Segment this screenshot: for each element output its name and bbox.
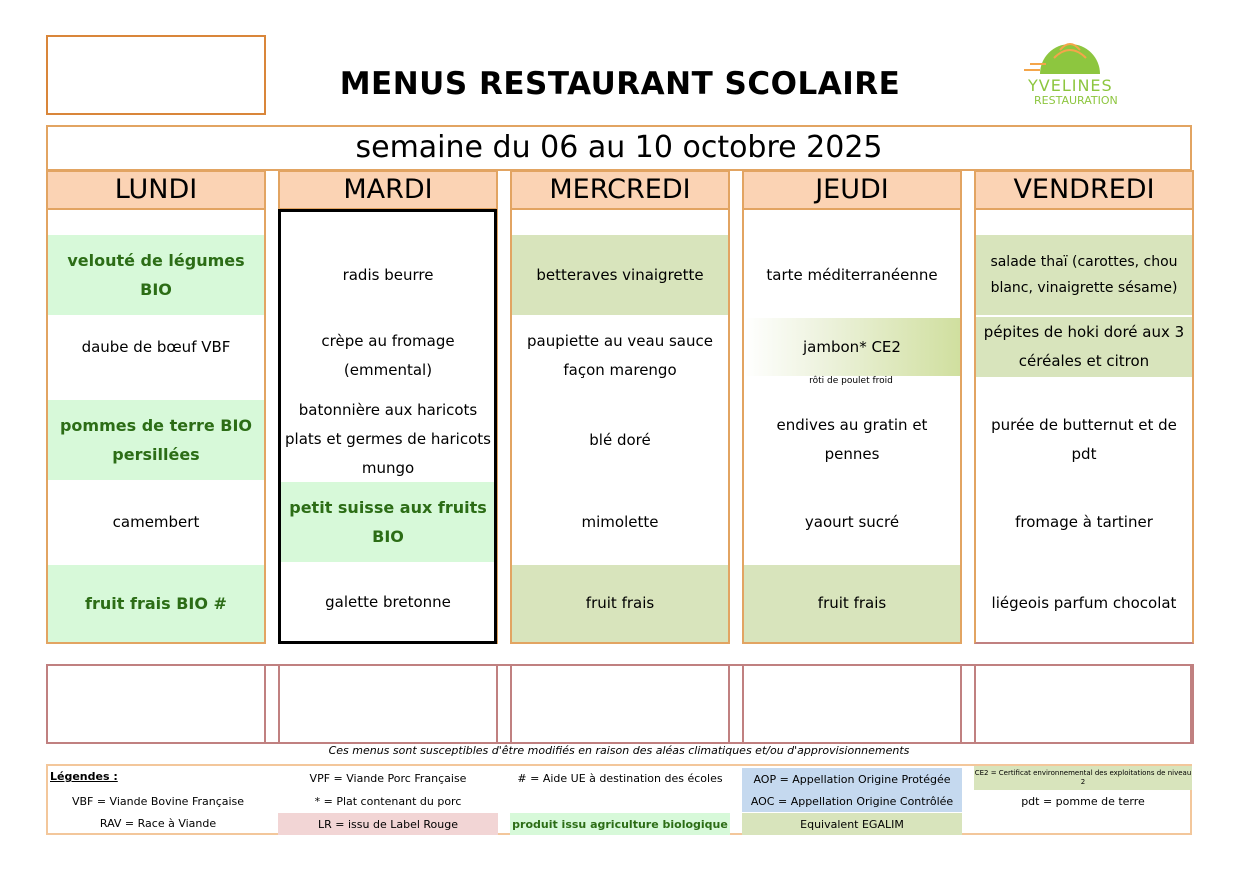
- menu-item-mercredi: mimolette: [581, 513, 659, 531]
- bottom-section-frame: [46, 664, 1192, 744]
- legend-pdt: pdt = pomme de terre: [1021, 794, 1145, 808]
- top-left-box: [46, 35, 266, 115]
- jeudi-alternative-note: rôti de poulet froid: [809, 376, 893, 386]
- menu-item-vendredi: salade thaï (carottes, chou blanc, vinaigrette sésame): [976, 235, 1192, 315]
- menu-item-mardi: petit suisse aux fruits BIO: [280, 482, 496, 562]
- yvelines-restauration-logo: [1010, 28, 1140, 113]
- disclaimer-note: Ces menus sont susceptibles d'être modifiés en raison des aléas climatiques et/ou d'approvisionnements: [328, 744, 910, 757]
- legend-title: Légendes :: [50, 770, 118, 783]
- week-banner: semaine du 06 au 10 octobre 2025: [46, 125, 1192, 171]
- legend-rav: RAV = Race à Viande: [99, 816, 217, 830]
- menu-item-lundi: daube de bœuf VBF: [81, 337, 231, 356]
- legend-panel: [46, 764, 1192, 835]
- menu-item-lundi: velouté de légumes BIO: [48, 235, 264, 315]
- legend-aoc: AOC = Appellation Origine Contrôlée: [742, 790, 962, 812]
- day-header-vendredi: VENDREDI: [974, 170, 1194, 210]
- legend-egalim: Equivalent EGALIM: [742, 813, 962, 835]
- menu-item-vendredi: pépites de hoki doré aux 3 céréales et citron: [976, 317, 1192, 377]
- menu-item-mardi: batonnière aux haricots plats et germes de haricots mungo: [285, 401, 491, 477]
- mardi-highlight-frame: [278, 209, 497, 644]
- menu-item-mercredi: fruit frais: [512, 565, 728, 642]
- menu-item-vendredi: purée de butternut et de pdt: [991, 416, 1177, 463]
- menu-item-mardi: galette bretonne: [325, 592, 451, 611]
- menu-item-jeudi: endives au gratin et pennes: [776, 416, 928, 463]
- menu-item-lundi: fruit frais BIO #: [48, 565, 264, 642]
- menu-item-jeudi: fruit frais: [744, 565, 960, 642]
- menu-item-vendredi: liégeois parfum chocolat: [991, 594, 1177, 612]
- menu-item-mercredi: betteraves vinaigrette: [512, 235, 728, 315]
- day-header-lundi: LUNDI: [46, 170, 266, 210]
- logo-text-yvelines: YVELINES: [1028, 76, 1113, 95]
- menu-item-jeudi: jambon* CE2: [744, 318, 960, 376]
- page-title: MENUS RESTAURANT SCOLAIRE: [339, 66, 901, 102]
- legend-ce2: CE2 = Certificat environnemental des exploitations de niveau 2: [974, 766, 1192, 790]
- menu-item-vendredi: fromage à tartiner: [1015, 513, 1153, 531]
- day-header-mercredi: MERCREDI: [510, 170, 730, 210]
- legend-label-rouge: LR = issu de Label Rouge: [278, 813, 498, 835]
- menu-item-lundi: pommes de terre BIO persillées: [48, 400, 264, 480]
- legend-aop: AOP = Appellation Origine Protégée: [742, 768, 962, 790]
- menu-item-jeudi: tarte méditerranéenne: [766, 265, 938, 284]
- day-header-jeudi: JEUDI: [742, 170, 962, 210]
- menu-item-jeudi: yaourt sucré: [804, 513, 900, 531]
- menu-item-mercredi: blé doré: [589, 430, 651, 449]
- legend-vbf: VBF = Viande Bovine Française: [71, 794, 245, 808]
- legend-ue: # = Aide UE à destination des écoles: [517, 771, 723, 785]
- day-header-mardi: MARDI: [278, 170, 498, 210]
- legend-bio: produit issu agriculture biologique: [510, 813, 730, 835]
- menu-item-mardi: radis beurre: [342, 265, 434, 284]
- logo-text-restauration: RESTAURATION: [1034, 94, 1118, 107]
- legend-vpf: VPF = Viande Porc Française: [309, 771, 467, 785]
- legend-pork: * = Plat contenant du porc: [314, 794, 462, 808]
- menu-item-lundi: camembert: [112, 513, 200, 531]
- menu-item-mardi: crèpe au fromage (emmental): [321, 332, 455, 379]
- menu-item-mercredi: paupiette au veau sauce façon marengo: [527, 332, 713, 379]
